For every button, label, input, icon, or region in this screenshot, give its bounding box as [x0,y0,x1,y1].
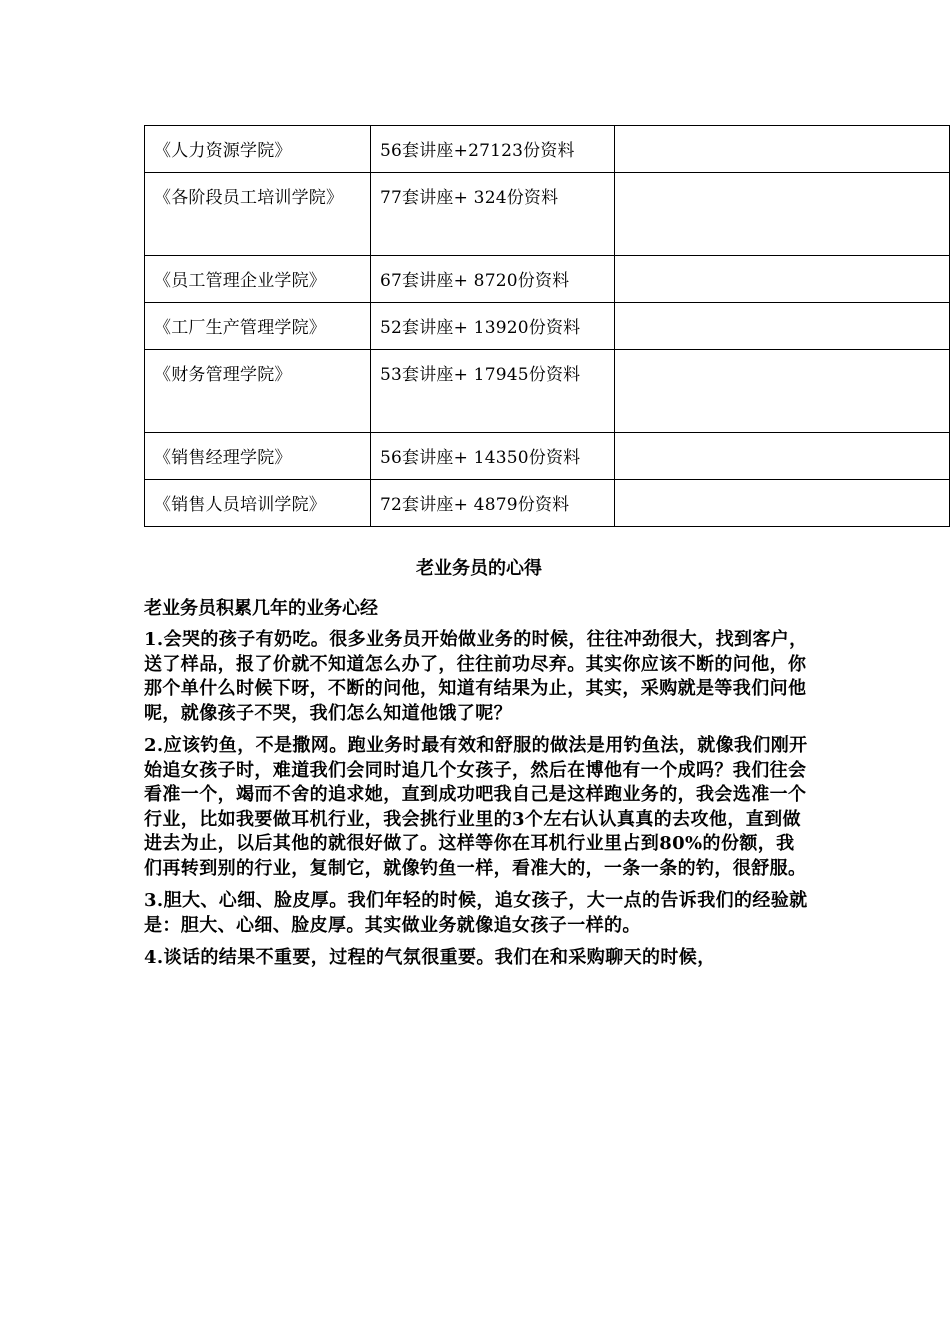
table-row [145,303,950,350]
article-title: 老业务员的心得 [416,558,542,579]
course-content: 56套讲座+27123份资料 [371,126,615,173]
article-paragraph: 3.胆大、心细、脸皮厚。我们年轻的时候，追女孩子，大一点的告诉我们的经验就是：胆大、心细、脸皮厚。其实做业务就像追女孩子一样的。 [144,890,808,936]
table-row [145,256,950,303]
table-row [145,433,950,480]
course-content: 52套讲座+ 13920份资料 [371,303,615,350]
article-paragraph: 2.应该钓鱼，不是撒网。跑业务时最有效和舒服的做法是用钓鱼法，就像我们刚开始追女孩子时，难道我们会同时追几个女孩子，然后在博他有一个成吗？我们往会看准一个，竭而不舍的追求她，直到成功吧我自己是这样跑业务的，我会选准一个行业，比如我要做耳机行业，我会挑行业里的3个左右认认真真的去攻他，直到做进去为止，以后其他的就很好做了。这样等你在耳机行业里占到80%的份额，我们再转到别的行业，复制它，就像钓鱼一样，看准大的，一条一条的钓，很舒服。 [144,735,808,879]
article-paragraph: 1.会哭的孩子有奶吃。很多业务员开始做业务的时候，往往冲劲很大，找到客户，送了样品，报了价就不知道怎么办了，往往前功尽弃。其实你应该不断的问他，你那个单什么时候下呀，不断的问他，知道有结果为止，其实，采购就是等我们问他呢，就像孩子不哭，我们怎么知道他饿了呢？ [144,629,808,724]
article [144,548,810,971]
course-name: 《人力资源学院》 [145,126,371,173]
course-name: 《销售人员培训学院》 [145,480,371,527]
course-extra [615,303,950,350]
table-row [145,480,950,527]
course-name: 《财务管理学院》 [145,350,371,433]
table-row [145,173,950,256]
course-content: 56套讲座+ 14350份资料 [371,433,615,480]
table-row [145,350,950,433]
course-extra [615,480,950,527]
course-content: 53套讲座+ 17945份资料 [371,350,615,433]
course-name: 《工厂生产管理学院》 [145,303,371,350]
course-extra [615,126,950,173]
course-table [144,125,950,527]
course-content: 72套讲座+ 4879份资料 [371,480,615,527]
article-paragraph: 4.谈话的结果不重要，过程的气氛很重要。我们在和采购聊天的时候， [144,947,716,968]
course-content: 77套讲座+ 324份资料 [371,173,615,256]
course-name: 《销售经理学院》 [145,433,371,480]
course-extra [615,433,950,480]
course-name: 《员工管理企业学院》 [145,256,371,303]
article-subtitle: 老业务员积累几年的业务心经 [144,598,378,619]
course-extra [615,256,950,303]
course-content: 67套讲座+ 8720份资料 [371,256,615,303]
table-row [145,126,950,173]
course-name: 《各阶段员工培训学院》 [145,173,371,256]
course-extra [615,173,950,256]
course-extra [615,350,950,433]
